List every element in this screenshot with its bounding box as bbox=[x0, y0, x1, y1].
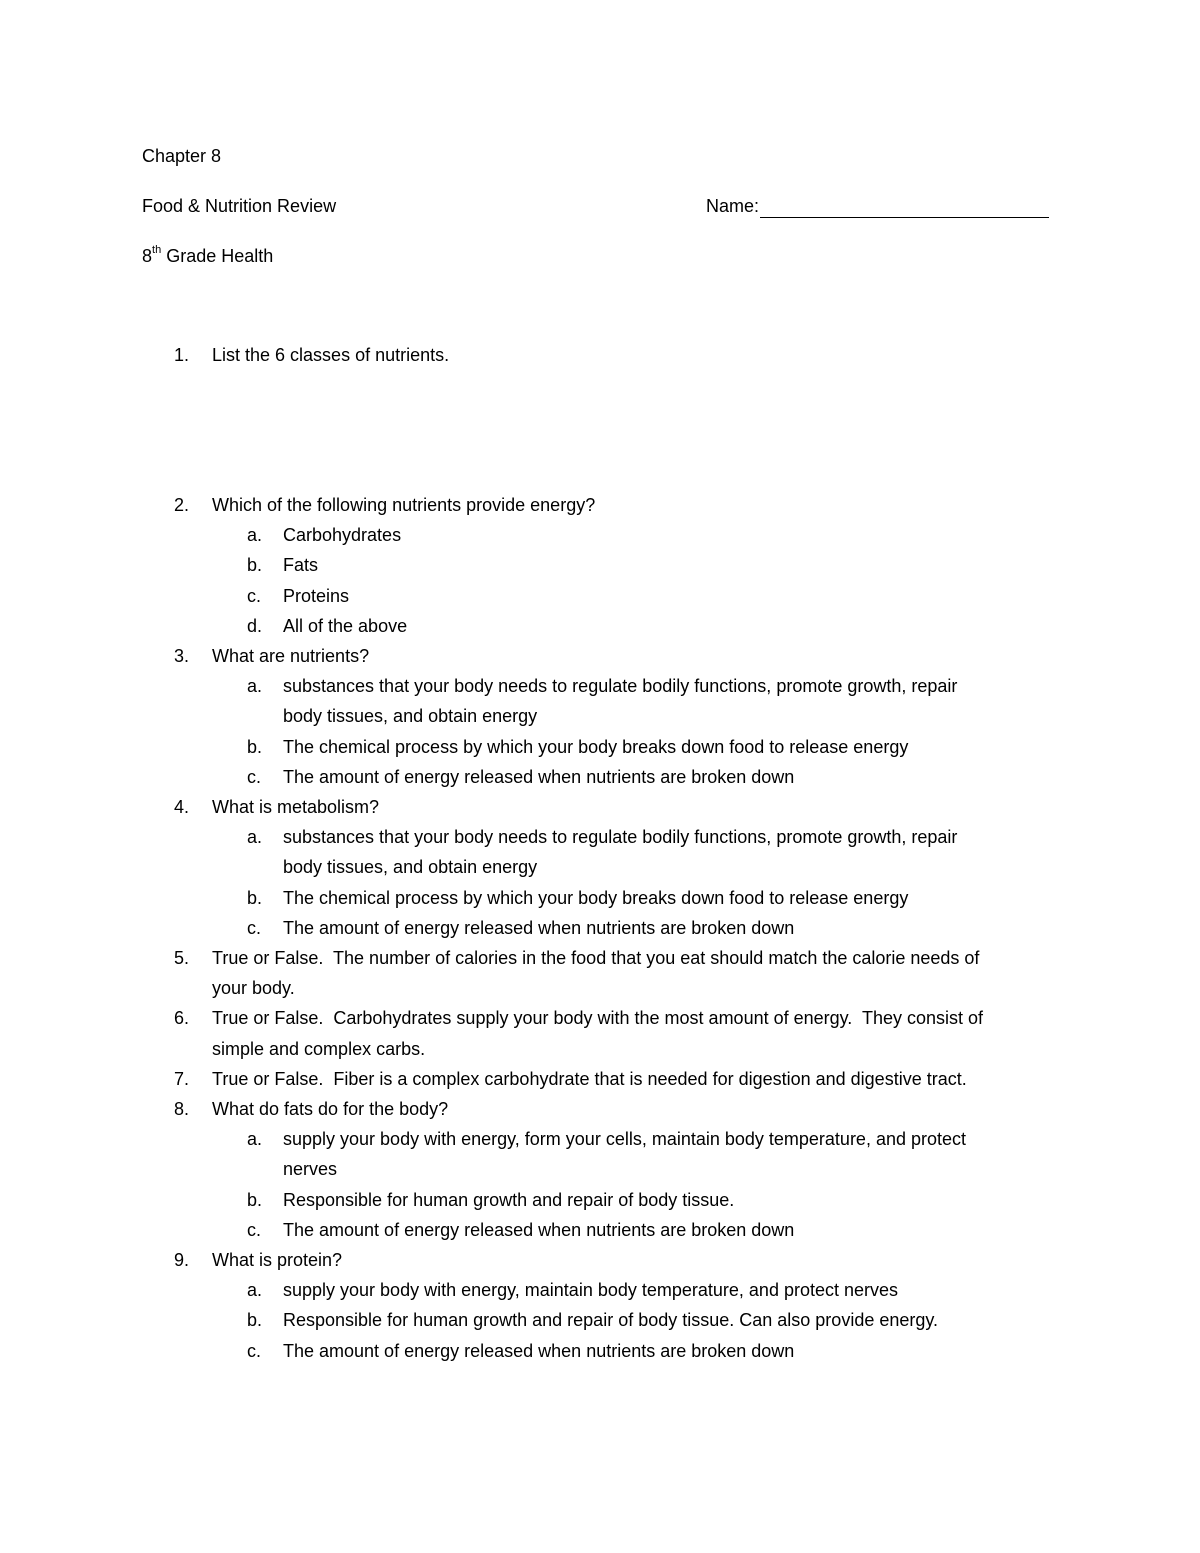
question-1-text: List the 6 classes of nutrients. bbox=[212, 345, 450, 365]
question-5-line-2-text: your body. bbox=[212, 978, 295, 999]
question-5-text: True or False. The number of calories in the food that you eat should match the calorie needs of bbox=[212, 948, 980, 968]
question-4-option-b-number: b. bbox=[247, 887, 263, 908]
question-6-text: True or False. Carbohydrates supply your body with the most amount of energy. They consist of bbox=[212, 1008, 984, 1029]
question-2-option-b-text: Fats bbox=[283, 555, 319, 576]
worksheet-title: Food & Nutrition Review bbox=[142, 196, 337, 216]
question-2-option-c-text: Proteins bbox=[283, 585, 350, 606]
question-8-option-b-text: Responsible for human growth and repair of body tissue. bbox=[283, 1189, 735, 1210]
grade-suffix: th bbox=[152, 244, 162, 256]
question-4-option-a-text: substances that your body needs to regulate bodily functions, promote growth, repair bbox=[283, 827, 958, 848]
question-2-number: 2. bbox=[174, 495, 190, 515]
question-2-option-d-number: d. bbox=[247, 615, 263, 636]
question-9-option-a-number: a. bbox=[247, 1280, 263, 1301]
question-2-option-d-text: All of the above bbox=[283, 615, 408, 636]
question-4-option-a-number: a. bbox=[247, 827, 263, 848]
question-8-option-a-line-2-text: nerves bbox=[283, 1159, 338, 1180]
question-8-option-c-number: c. bbox=[247, 1219, 262, 1240]
question-9-option-b-text: Responsible for human growth and repair of body tissue. Can also provide energy. bbox=[283, 1310, 939, 1331]
chapter-heading: Chapter 8 bbox=[142, 146, 222, 166]
question-3-option-a-line-2-text: body tissues, and obtain energy bbox=[283, 706, 538, 727]
name-blank-line bbox=[760, 197, 1049, 218]
question-2-option-b-number: b. bbox=[247, 555, 263, 576]
name-label: Name: bbox=[706, 196, 760, 216]
question-4-text: What is metabolism? bbox=[212, 797, 380, 817]
question-2-option-a-number: a. bbox=[247, 525, 263, 546]
question-3-option-c-text: The amount of energy released when nutrients are broken down bbox=[283, 766, 795, 787]
question-3-option-a-text: substances that your body needs to regulate bodily functions, promote growth, repair bbox=[283, 676, 958, 697]
grade-rest: Grade Health bbox=[161, 246, 274, 266]
question-8-option-a-number: a. bbox=[247, 1129, 263, 1150]
question-9-text: What is protein? bbox=[212, 1250, 343, 1270]
question-1-number: 1. bbox=[174, 345, 190, 365]
question-2-option-c-number: c. bbox=[247, 585, 262, 606]
question-4-option-a-line-2-text: body tissues, and obtain energy bbox=[283, 857, 538, 878]
question-2-option-a-text: Carbohydrates bbox=[283, 525, 402, 546]
grade-heading bbox=[142, 244, 273, 268]
question-6-line-2-text: simple and complex carbs. bbox=[212, 1038, 426, 1059]
question-8-option-b-number: b. bbox=[247, 1189, 263, 1210]
question-3-option-c-number: c. bbox=[247, 766, 262, 787]
question-9-option-b-number: b. bbox=[247, 1310, 263, 1331]
question-4-option-b-text: The chemical process by which your body breaks down food to release energy bbox=[283, 887, 909, 908]
question-9-number: 9. bbox=[174, 1250, 190, 1270]
question-7-text: True or False. Fiber is a complex carbohydrate that is needed for digestion and digestive tract. bbox=[212, 1068, 967, 1089]
question-3-option-a-number: a. bbox=[247, 676, 263, 697]
question-3-option-b-text: The chemical process by which your body breaks down food to release energy bbox=[283, 736, 909, 757]
question-5-number: 5. bbox=[174, 948, 190, 968]
question-4-number: 4. bbox=[174, 797, 190, 817]
question-8-text: What do fats do for the body? bbox=[212, 1099, 449, 1119]
question-3-text: What are nutrients? bbox=[212, 646, 370, 666]
question-8-option-a-text: supply your body with energy, form your cells, maintain body temperature, and protect bbox=[283, 1129, 967, 1150]
question-4-option-c-text: The amount of energy released when nutrients are broken down bbox=[283, 917, 795, 938]
question-9-option-c-text: The amount of energy released when nutrients are broken down bbox=[283, 1340, 795, 1361]
question-9-option-a-text: supply your body with energy, maintain body temperature, and protect nerves bbox=[283, 1280, 899, 1301]
name-field bbox=[706, 194, 1049, 218]
question-4-option-c-number: c. bbox=[247, 917, 262, 938]
question-2-text: Which of the following nutrients provide energy? bbox=[212, 495, 596, 515]
question-3-option-b-number: b. bbox=[247, 736, 263, 757]
question-9-option-c-number: c. bbox=[247, 1340, 262, 1361]
question-8-number: 8. bbox=[174, 1099, 190, 1119]
question-7-number: 7. bbox=[174, 1068, 190, 1089]
question-6-number: 6. bbox=[174, 1008, 190, 1029]
question-3-number: 3. bbox=[174, 646, 190, 666]
question-8-option-c-text: The amount of energy released when nutrients are broken down bbox=[283, 1219, 795, 1240]
grade-number: 8 bbox=[142, 246, 153, 266]
